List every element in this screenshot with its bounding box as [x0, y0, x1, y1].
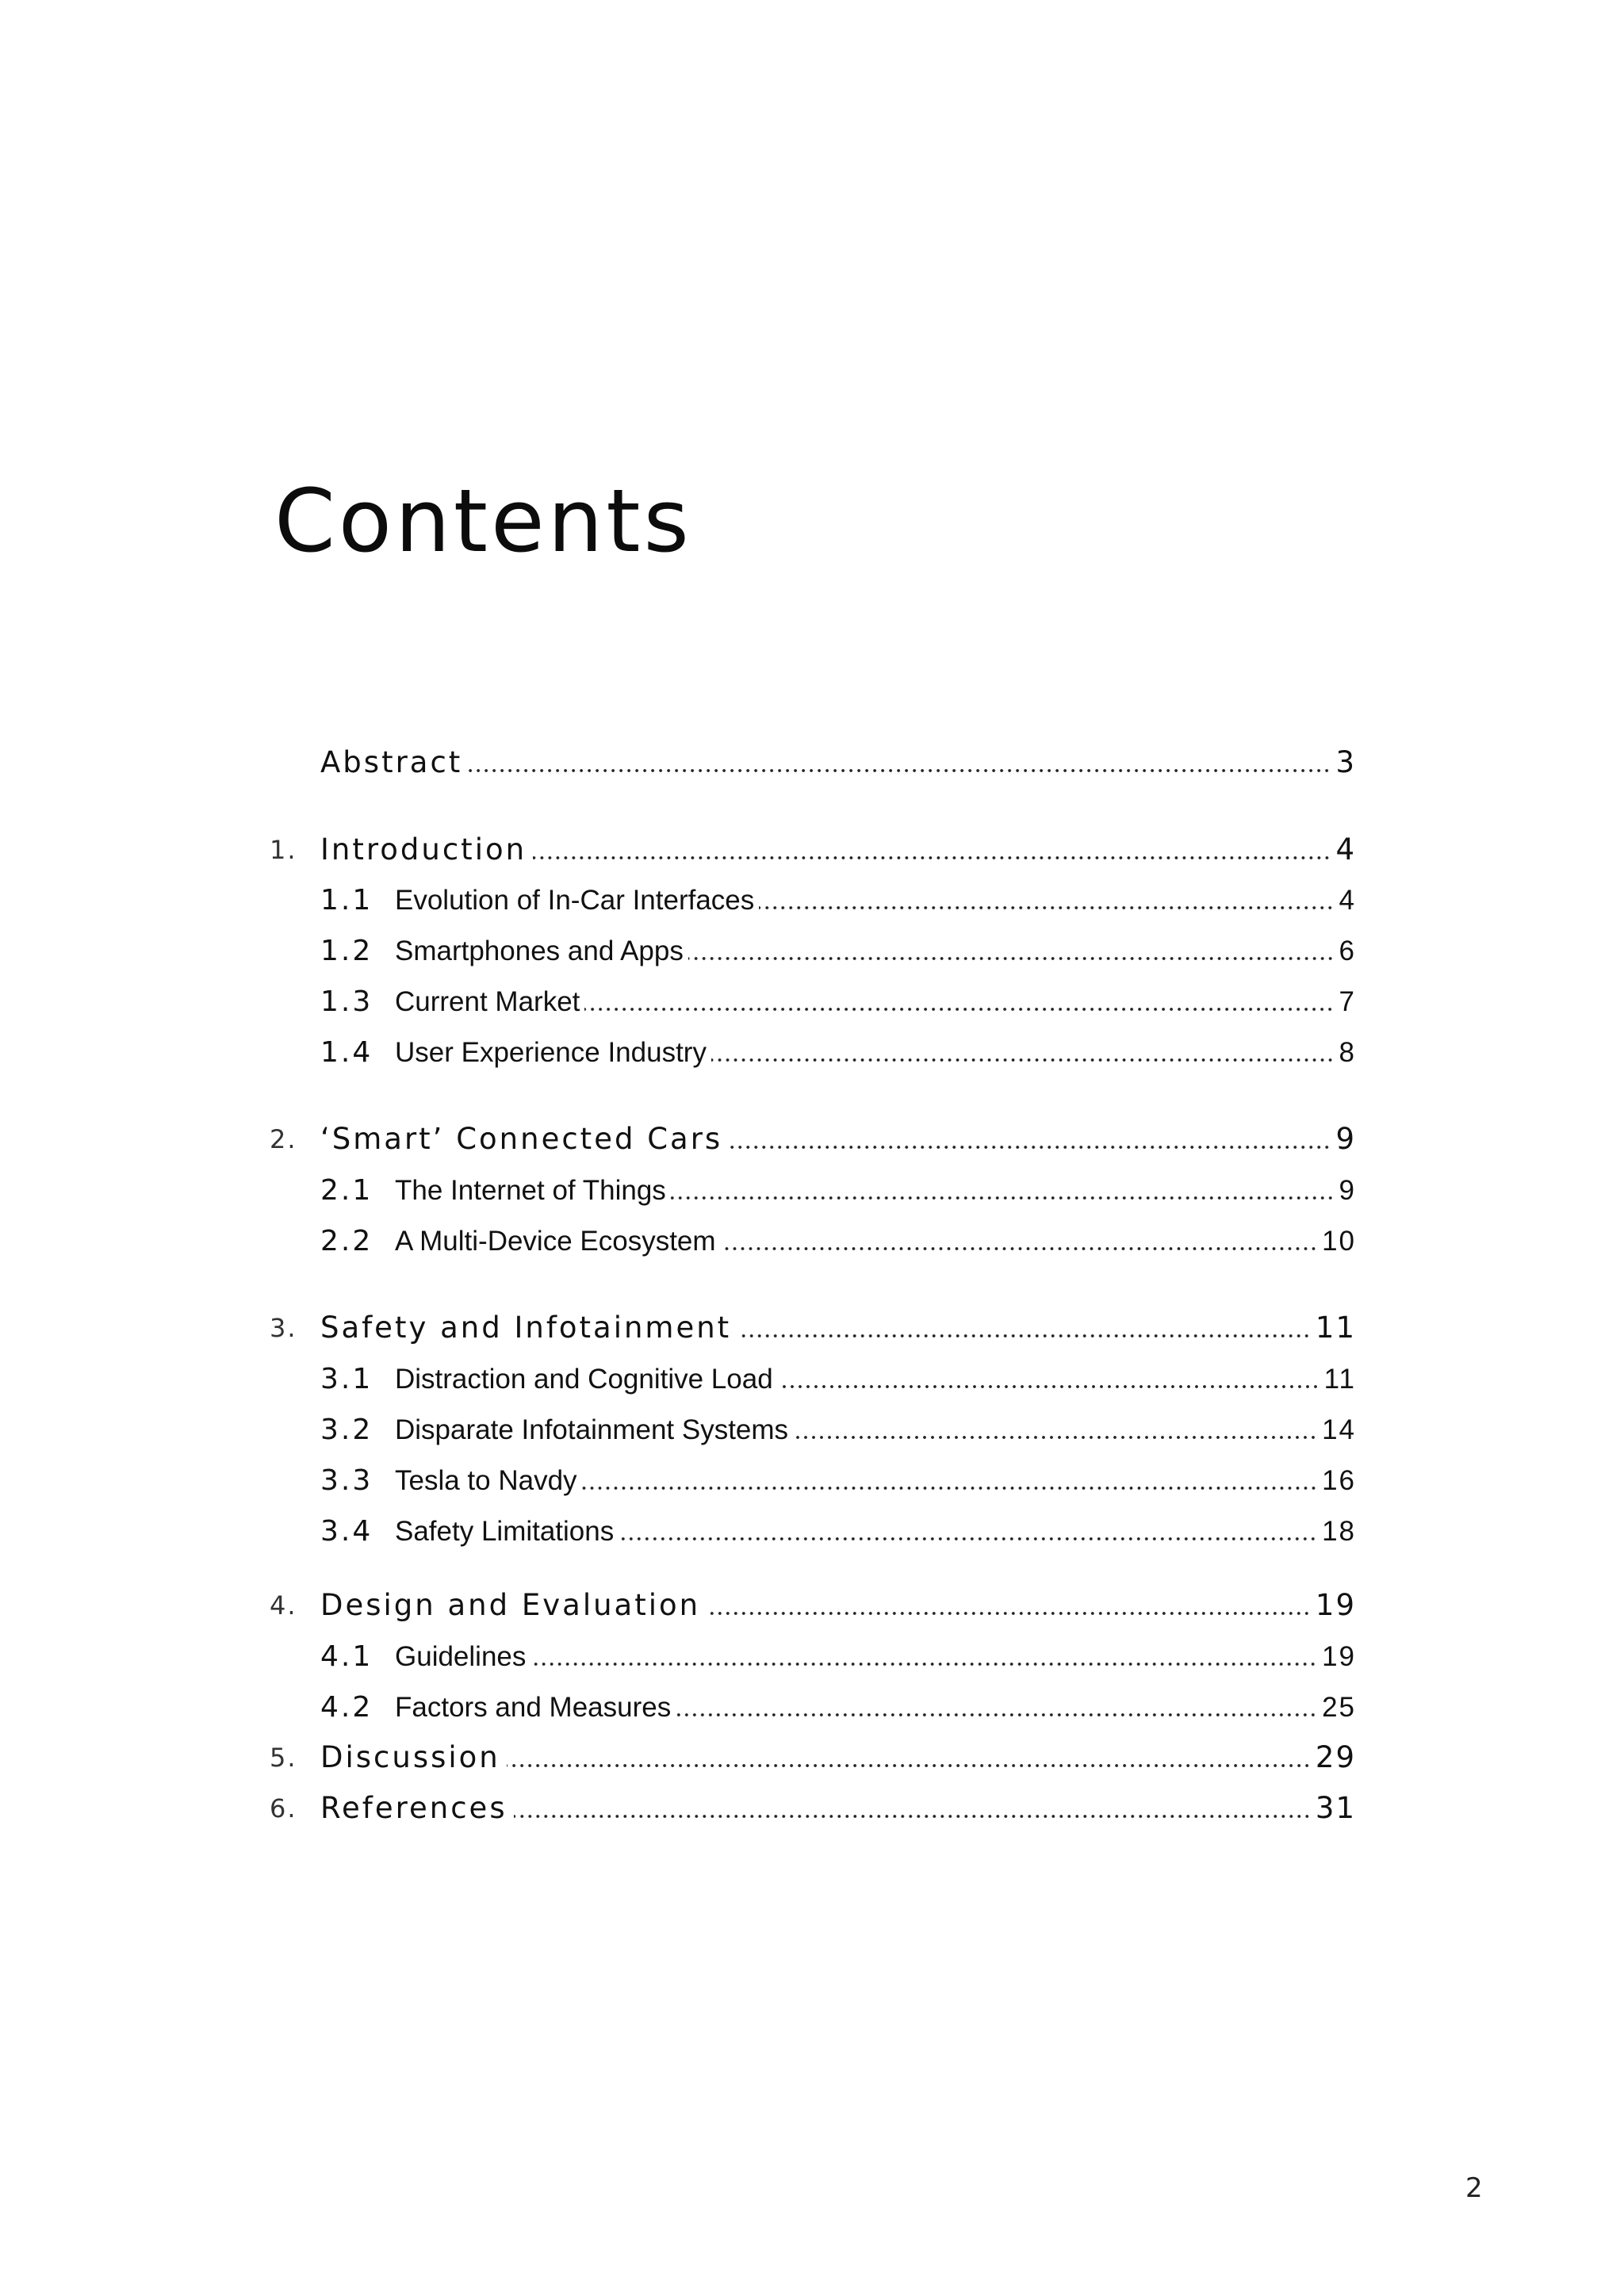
toc-entry-content: [320, 1174, 1356, 1207]
toc-subentry[interactable]: [270, 929, 1356, 970]
toc-entry[interactable]: [270, 1787, 1356, 1828]
page-number: 2: [1465, 2172, 1483, 2204]
toc-entry-label: Discussion: [320, 1740, 500, 1774]
toc-subentry[interactable]: [270, 1169, 1356, 1210]
toc-entry[interactable]: [270, 1118, 1356, 1159]
toc-entry-page: 11: [1323, 1364, 1356, 1395]
toc-entry-label: Introduction: [320, 832, 527, 867]
toc-entry-page: 29: [1315, 1740, 1356, 1774]
toc-entry-page: 19: [1322, 1641, 1356, 1672]
toc-entry-content: [320, 1122, 1356, 1156]
toc-subentry-number: 1.1: [320, 884, 373, 916]
toc-entry-page: 18: [1322, 1516, 1356, 1547]
toc-entry-label: Tesla to Navdy: [395, 1465, 577, 1496]
toc-entry-label: A Multi-Device Ecosystem: [395, 1226, 716, 1257]
toc-entry-page: 9: [1339, 1175, 1356, 1206]
toc-entry-label: Smartphones and Apps: [395, 936, 684, 966]
toc-subentry-number: 2.2: [320, 1225, 373, 1257]
toc-subentry-number: 3.2: [320, 1414, 373, 1446]
toc-entry-content: [320, 985, 1356, 1018]
toc-entry-page: 14: [1322, 1414, 1356, 1445]
dot-leader: [584, 1007, 1334, 1012]
dot-leader: [793, 1435, 1317, 1440]
dot-leader: [676, 1712, 1317, 1717]
toc-entry[interactable]: [270, 1736, 1356, 1777]
toc-entry-number: 2.: [270, 1124, 297, 1154]
toc-entry-page: 10: [1322, 1226, 1356, 1257]
toc-entry-label: ‘Smart’ Connected Cars: [320, 1122, 723, 1156]
toc-subentry-number: 1.2: [320, 935, 373, 967]
dot-leader: [707, 1611, 1311, 1616]
toc-entry-label: Evolution of In-Car Interfaces: [395, 885, 755, 916]
toc-entry-content: [320, 1515, 1356, 1548]
toc-subentry-number: 1.4: [320, 1036, 373, 1069]
toc-entry[interactable]: [270, 828, 1356, 870]
toc-entry-page: 7: [1339, 986, 1356, 1017]
toc-entry-label: Current Market: [395, 986, 580, 1017]
toc-entry-content: [320, 884, 1356, 916]
toc-entry-content: [320, 1791, 1356, 1825]
toc-entry-content: [320, 1225, 1356, 1257]
dot-leader: [533, 855, 1331, 860]
toc-subentry-number: 4.2: [320, 1691, 373, 1724]
dot-leader: [530, 1662, 1317, 1667]
toc-entry-page: 8: [1339, 1037, 1356, 1068]
toc-entry-content: [320, 1640, 1356, 1673]
toc-subentry[interactable]: [270, 1219, 1356, 1261]
dot-leader: [688, 956, 1335, 961]
toc-subentry[interactable]: [270, 1686, 1356, 1727]
toc-subentry[interactable]: [270, 1357, 1356, 1399]
toc-entry[interactable]: [270, 741, 1356, 783]
toc-entry-number: 5.: [270, 1743, 297, 1773]
toc-entry-label: Abstract: [320, 745, 463, 779]
toc-subentry[interactable]: [270, 1459, 1356, 1500]
dot-leader: [507, 1763, 1311, 1768]
toc-subentry[interactable]: [270, 980, 1356, 1021]
toc-subentry-number: 2.1: [320, 1174, 373, 1207]
toc-entry-page: 19: [1315, 1588, 1356, 1622]
toc-entry-content: [320, 1414, 1356, 1446]
toc-subentry-number: 3.4: [320, 1515, 373, 1548]
toc-subentry-number: 3.3: [320, 1464, 373, 1497]
dot-leader: [737, 1334, 1311, 1338]
toc-entry-number: 1.: [270, 835, 297, 865]
toc-subentry[interactable]: [270, 1031, 1356, 1072]
toc-entry-content: [320, 1311, 1356, 1345]
page-title: Contents: [274, 470, 692, 572]
toc-entry-label: References: [320, 1791, 508, 1825]
dot-leader: [469, 768, 1331, 773]
toc-entry-label: Disparate Infotainment Systems: [395, 1414, 789, 1445]
toc-entry-number: 3.: [270, 1313, 297, 1343]
toc-entry-content: [320, 1464, 1356, 1497]
dot-leader: [514, 1814, 1311, 1819]
toc-entry-page: 6: [1339, 936, 1356, 966]
toc-entry-content: [320, 1036, 1356, 1069]
toc-entry-content: [320, 1588, 1356, 1622]
toc-subentry-number: 4.1: [320, 1640, 373, 1673]
toc-entry-number: 4.: [270, 1590, 297, 1621]
toc-entry-content: [320, 1740, 1356, 1774]
dot-leader: [671, 1196, 1335, 1200]
toc-entry-content: [320, 935, 1356, 967]
toc-entry-content: [320, 745, 1356, 779]
toc-entry-number: 6.: [270, 1793, 297, 1823]
toc-entry-label: Distraction and Cognitive Load: [395, 1364, 773, 1395]
toc-entry-page: 25: [1322, 1692, 1356, 1723]
toc-entry-content: [320, 1363, 1356, 1395]
dot-leader: [759, 905, 1334, 910]
dot-leader: [582, 1486, 1318, 1490]
dot-leader: [721, 1246, 1318, 1251]
toc-entry-page: 16: [1322, 1465, 1356, 1496]
toc-entry-page: 4: [1339, 885, 1356, 916]
toc-entry[interactable]: [270, 1584, 1356, 1625]
toc-subentry[interactable]: [270, 878, 1356, 920]
toc-entry-label: Design and Evaluation: [320, 1588, 701, 1622]
toc-entry[interactable]: [270, 1307, 1356, 1348]
toc-entry-label: User Experience Industry: [395, 1037, 707, 1068]
toc-entry-page: 3: [1335, 745, 1356, 779]
toc-subentry[interactable]: [270, 1635, 1356, 1676]
toc-entry-content: [320, 832, 1356, 867]
toc-entry-label: The Internet of Things: [395, 1175, 666, 1206]
toc-entry-page: 4: [1335, 832, 1356, 867]
toc-subentry[interactable]: [270, 1408, 1356, 1449]
toc-entry-label: Factors and Measures: [395, 1692, 672, 1723]
toc-entry-label: Safety Limitations: [395, 1516, 615, 1547]
dot-leader: [619, 1536, 1317, 1541]
dot-leader: [778, 1384, 1320, 1389]
dot-leader: [729, 1145, 1331, 1150]
toc-entry-label: Guidelines: [395, 1641, 527, 1672]
toc-subentry[interactable]: [270, 1510, 1356, 1551]
toc-entry-page: 9: [1335, 1122, 1356, 1156]
toc-entry-page: 31: [1315, 1791, 1356, 1825]
toc-subentry-number: 1.3: [320, 985, 373, 1018]
toc-entry-label: Safety and Infotainment: [320, 1311, 732, 1345]
toc-entry-page: 11: [1315, 1311, 1356, 1345]
toc-subentry-number: 3.1: [320, 1363, 373, 1395]
dot-leader: [711, 1058, 1335, 1062]
toc-entry-content: [320, 1691, 1356, 1724]
